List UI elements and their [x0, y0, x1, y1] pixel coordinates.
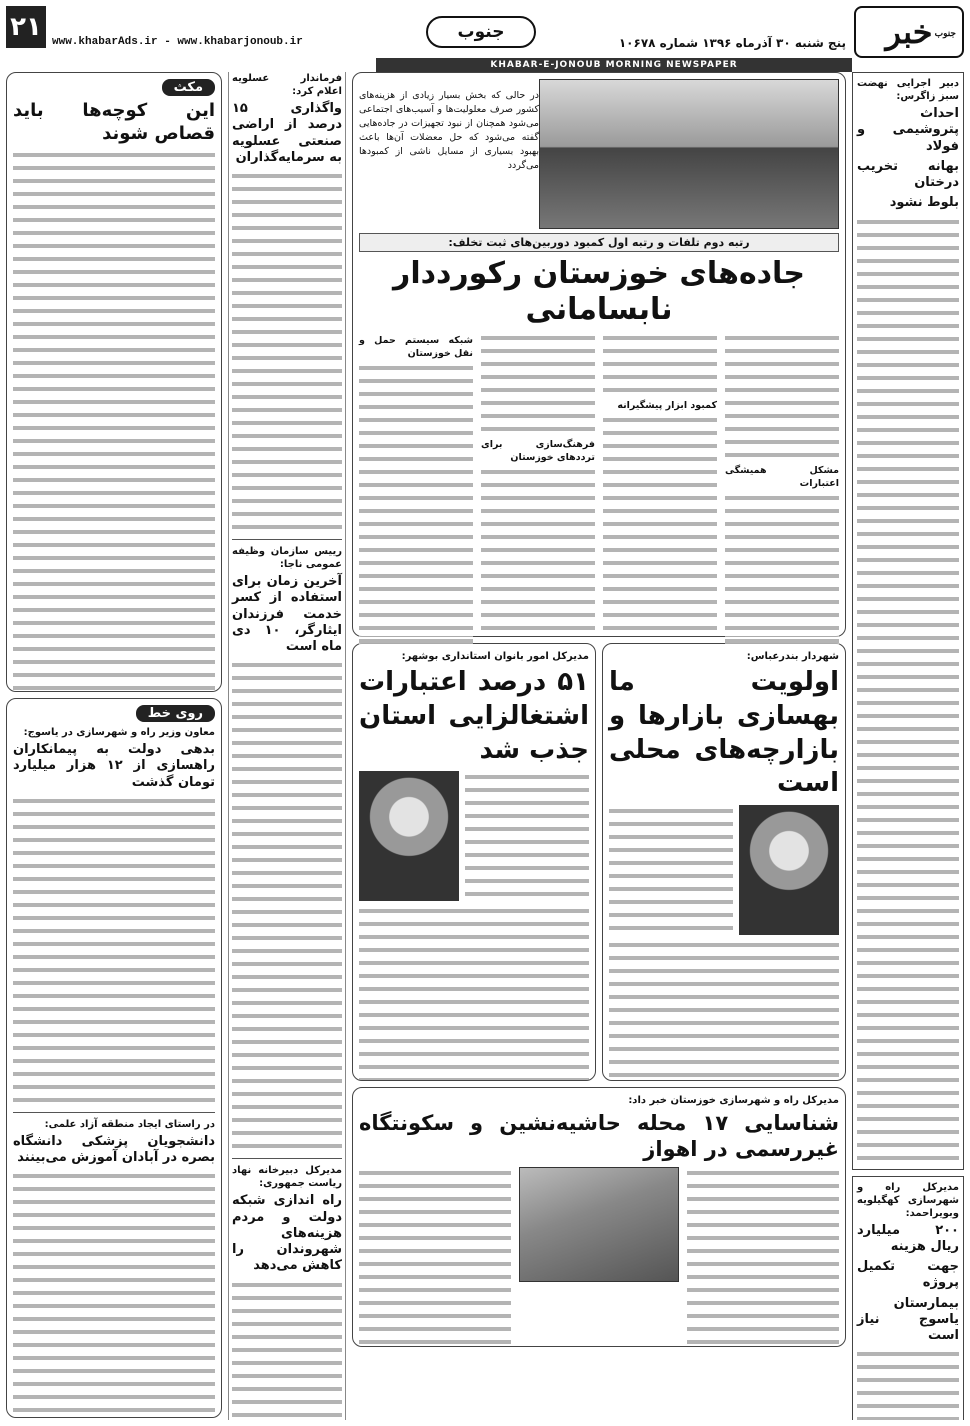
mid-body-1: [232, 170, 342, 534]
left-body-2: [13, 795, 215, 1107]
main-subhead-2: مشکل همیشگی اعتبارات: [725, 465, 839, 489]
right-story-box: [852, 72, 964, 1170]
right-body-text: [857, 216, 959, 1165]
right-bottom-headline-3: بیمارستان یاسوج نیاز است: [857, 1295, 959, 1343]
left-story-box-1: [6, 72, 222, 692]
bazaar-kicker: شهردار بندرعباس:: [746, 651, 839, 662]
main-body-col-4: [359, 332, 473, 648]
newspaper-logo: [854, 6, 964, 58]
left-story-box-2: [6, 698, 222, 1418]
left-section-label-1: مکث: [162, 79, 215, 96]
issue-info: پنج شنبه ۳۰ آذرماه ۱۳۹۶ شماره ۱۰۶۷۸: [618, 36, 846, 50]
left-body-1: [13, 149, 215, 692]
left-kicker-2: معاون وزیر راه و شهرسازی در یاسوج:: [23, 727, 215, 738]
women-headline: ۵۱ درصد اعتبارات اشتغالزایی استان جذب شد: [359, 667, 589, 765]
left-headline-2: بدهی دولت به پیمانکاران راهسازی از ۱۲ هزار میلیارد تومان گذشت: [13, 742, 215, 790]
main-body-col-3: [481, 332, 595, 648]
right-bottom-headline-2: جهت تکمیل پروژه: [857, 1259, 959, 1291]
right-bottom-kicker: مدیرکل راه و شهرسازی کهگیلویه وبویراحمد:: [857, 1181, 959, 1219]
bazaar-portrait: [739, 805, 839, 935]
section-tab: جنوب: [426, 16, 536, 48]
mid-kicker-1: فرماندار عسلویه اعلام کرد:: [232, 73, 342, 97]
site-urls[interactable]: www.khabarAds.ir - www.khabarjonoub.ir: [52, 36, 303, 48]
main-kicker: رتبه دوم تلفات و رتبه اول کمبود دوربین‌های ثبت تخلف:: [359, 233, 839, 252]
left-headline-1: این کوچه‌ها باید قصاص شوند: [13, 100, 215, 144]
right-headline-1: احداث پتروشیمی و فولاد: [857, 106, 959, 154]
logo-text: خبر: [885, 13, 933, 51]
mid-kicker-3: مدیرکل دبیرخانه نهاد ریاست جمهوری:: [232, 1165, 342, 1190]
right-headline-2: بهانه تخریب درختان: [857, 158, 959, 190]
main-body-col-2: [603, 332, 717, 648]
road-photo-caption: در حالی که بخش بسیار زیادی از هزینه‌های کشور صرف معلولیت‌ها و آسیب‌های اجتماعی می‌شود همچنان از نبود تجهیزات در جاده‌هایی گفته می‌شود که حل معضلات آن‌ها باعث بهبود بسیاری از مسایل ناشی از کمبودها می‌گردد: [359, 90, 539, 171]
main-subhead-4: فرهنگ‌سازی برای ترددهای خوزستان: [481, 439, 595, 463]
ahvaz-photo: [519, 1167, 679, 1282]
ahvaz-kicker: مدیرکل راه و شهرسازی خوزستان خبر داد:: [628, 1095, 839, 1106]
mid-kicker-2: رییس سازمان وظیفه عمومی ناجا:: [232, 546, 342, 570]
ahvaz-story-box: [352, 1087, 846, 1347]
mid-body-3: [232, 1279, 342, 1421]
right-column: [852, 72, 964, 1420]
middle-stories-row: [352, 643, 846, 1081]
mid-headline-2: آخرین زمان برای استفاده از کسر خدمت فرزندان ایثارگر، ۱۰ دی ماه است: [232, 574, 342, 654]
right-bottom-body-text: [857, 1348, 959, 1420]
women-kicker: مدیرکل امور بانوان استانداری بوشهر:: [401, 651, 589, 662]
main-body-columns: [359, 332, 839, 648]
mid-headline-1: واگذاری ۱۵ درصد از اراضی صنعتی عسلویه به سرمایه‌گذاران: [232, 101, 342, 165]
middle-column: [228, 72, 346, 1420]
main-headline: جاده‌های خوزستان رکورددار نابسامانی: [393, 256, 805, 327]
page-number: ۲۱: [6, 6, 46, 48]
bazaar-story-box: [602, 643, 846, 1081]
left-section-label-2: روی خط: [136, 705, 215, 722]
left-body-3: [13, 1170, 215, 1418]
road-photo: [539, 79, 839, 229]
main-subhead-1: شبکه سیستم حمل و نقل خوزستان: [359, 335, 473, 359]
main-column: [352, 72, 846, 1420]
mid-body-2: [232, 659, 342, 1153]
ahvaz-headline: شناسایی ۱۷ محله حاشیه‌نشین و سکونتگاه غیررسمی در اهواز: [359, 1111, 839, 1162]
women-story-box: [352, 643, 596, 1081]
masthead: [6, 6, 964, 68]
bazaar-headline: اولویت ما بهسازی بازارها و بازارچه‌های محلی است: [609, 667, 839, 799]
right-bottom-headline-1: ۲۰۰ میلیارد ریال هزینه: [857, 1222, 959, 1254]
right-bottom-story-box: [852, 1176, 964, 1421]
main-story-box: [352, 72, 846, 637]
women-portrait: [359, 771, 459, 901]
main-subhead-3: کمبود ابزار پیشگیرانه: [617, 400, 717, 411]
mid-headline-3: راه اندازی شبکه دولت و مردم هزینه‌های شهروندان را کاهش می‌دهد: [232, 1193, 342, 1274]
left-headline-3: دانشجویان پزشکی دانشگاه بصره در آبادان آموزش می‌بینند: [13, 1133, 215, 1165]
main-body-col-1: [725, 332, 839, 648]
left-column: [6, 72, 222, 1420]
right-kicker: دبیر اجرایی نهضت سبز زاگرس:: [857, 78, 959, 102]
banner-strip: KHABAR-E-JONOUB MORNING NEWSPAPER: [376, 58, 852, 72]
left-kicker-3: در راستای ایجاد منطقه آزاد علمی:: [44, 1118, 215, 1130]
logo-sub: جنوب: [934, 29, 956, 39]
right-headline-3: بلوط نشود: [889, 195, 959, 211]
